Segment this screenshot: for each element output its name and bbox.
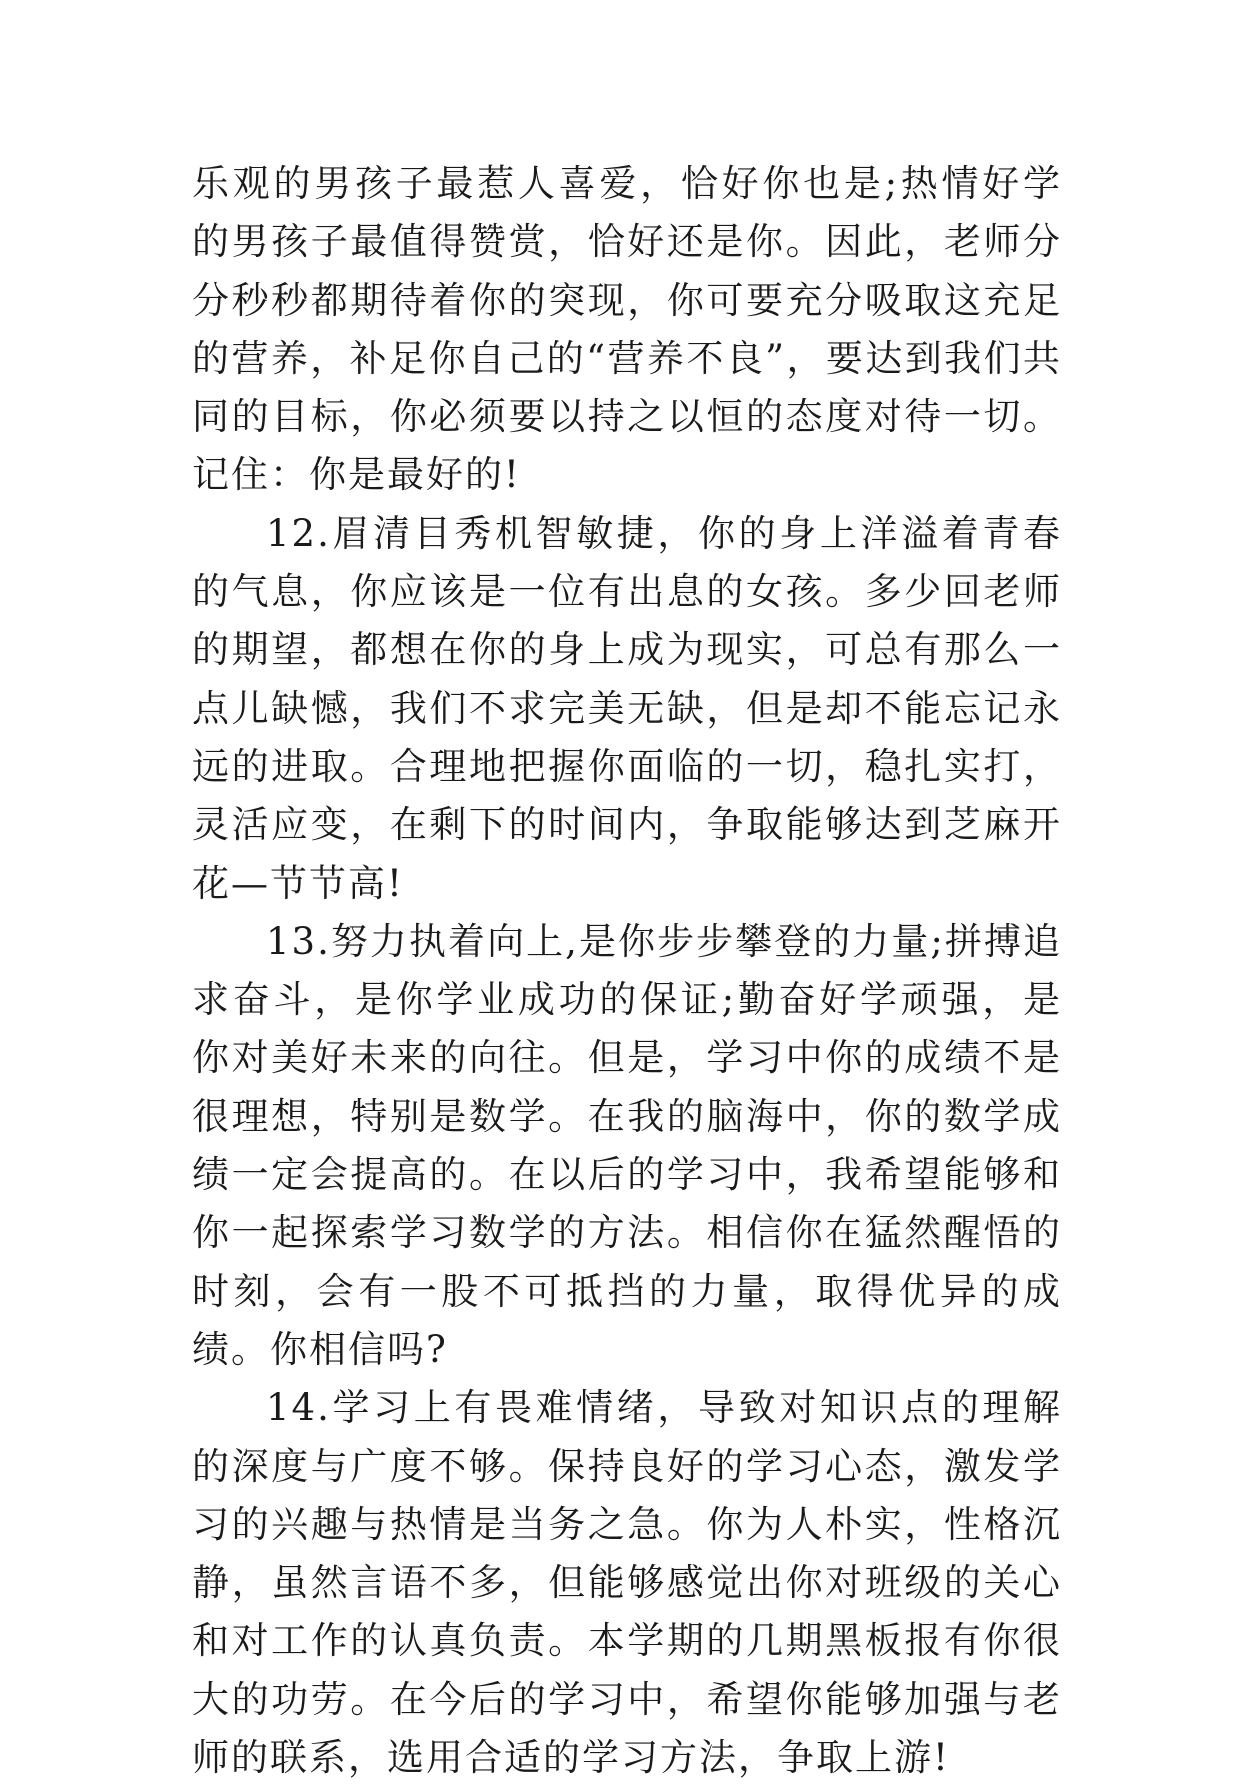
document-body	[192, 155, 1062, 1787]
paragraph-comment-12: 12.眉清目秀机智敏捷，你的身上洋溢着青春的气息，你应该是一位有出息的女孩。多少回老师的期望，都想在你的身上成为现实，可总有那么一点儿缺憾，我们不求完美无缺，但是却不能忘记永远的进取。合理地把握你面临的一切，稳扎实打，灵活应变，在剩下的时间内，争取能够达到芝麻开花—节节高!	[192, 511, 1062, 905]
paragraph-comment-13: 13.努力执着向上,是你步步攀登的力量;拼搏追求奋斗，是你学业成功的保证;勤奋好学顽强，是你对美好未来的向往。但是，学习中你的成绩不是很理想，特别是数学。在我的脑海中，你的数学成绩一定会提高的。在以后的学习中，我希望能够和你一起探索学习数学的方法。相信你在猛然醒悟的时刻，会有一股不可抵挡的力量，取得优异的成绩。你相信吗?	[192, 919, 1062, 1371]
paragraph-comment-14: 14.学习上有畏难情绪，导致对知识点的理解的深度与广度不够。保持良好的学习心态，激发学习的兴趣与热情是当务之急。你为人朴实，性格沉静，虽然言语不多，但能够感觉出你对班级的关心和对工作的认真负责。本学期的几期黑板报有你很大的功劳。在今后的学习中，希望你能够加强与老师的联系，选用合适的学习方法，争取上游!	[192, 1386, 1062, 1780]
paragraph-continuation: 乐观的男孩子最惹人喜爱，恰好你也是;热情好学的男孩子最值得赞赏，恰好还是你。因此，老师分分秒秒都期待着你的突现，你可要充分吸取这充足的营养，补足你自己的“营养不良”，要达到我们共同的目标，你必须要以持之以恒的态度对待一切。记住：你是最好的!	[192, 162, 1062, 497]
